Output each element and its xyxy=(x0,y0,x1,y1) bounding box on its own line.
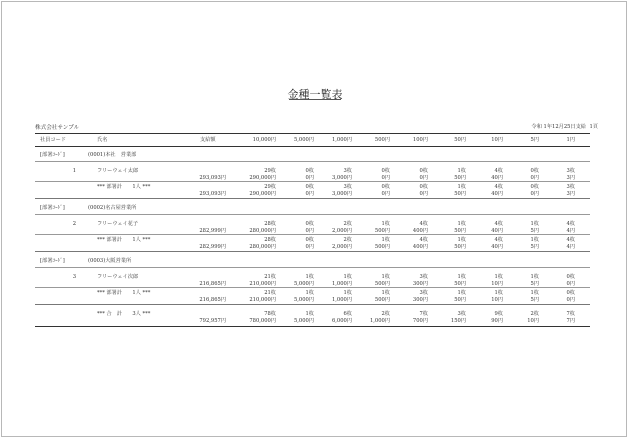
header-1: 1円 xyxy=(566,137,575,143)
employee-count: 1枚 xyxy=(343,274,352,280)
employee-count: 2枚 xyxy=(343,221,352,227)
employee-name: フリーウェイ花子 xyxy=(97,221,139,227)
employee-count: 0枚 xyxy=(530,168,539,174)
subtotal-amount: 216,865円 xyxy=(199,297,226,303)
subtotal-count: 21枚 xyxy=(264,290,276,296)
subtotal-sum: 50円 xyxy=(454,244,466,250)
title-underline xyxy=(289,99,341,100)
employee-count: 4枚 xyxy=(494,168,503,174)
report-title: 金種一覧表 xyxy=(287,88,343,101)
subtotal-sum: 500円 xyxy=(374,297,390,303)
header-10000: 10,000円 xyxy=(252,137,276,143)
subtotal-count: 1枚 xyxy=(530,290,539,296)
employee-count: 1枚 xyxy=(381,221,390,227)
employee-count: 4枚 xyxy=(494,221,503,227)
header-50: 50円 xyxy=(454,137,466,143)
grand-total-sum: 150円 xyxy=(450,318,466,324)
subtotal-sum: 300円 xyxy=(412,297,428,303)
subtotal-count: 4枚 xyxy=(566,237,575,243)
subtotal-sum: 500円 xyxy=(374,244,390,250)
subtotal-rule xyxy=(35,198,590,199)
payment-date: 令和 1年12月25日支給 xyxy=(531,124,586,130)
employee-count: 4枚 xyxy=(566,221,575,227)
employee-rule xyxy=(35,234,590,235)
employee-amount: 282,999円 xyxy=(199,228,226,234)
employee-count: 3枚 xyxy=(566,168,575,174)
employee-sum: 0円 xyxy=(566,281,575,287)
subtotal-sum: 5,000円 xyxy=(293,297,314,303)
dept-label: [部署ｺｰﾄﾞ] xyxy=(40,152,65,158)
subtotal-sum: 50円 xyxy=(454,297,466,303)
grand-total-sum: 700円 xyxy=(412,318,428,324)
subtotal-count: 1枚 xyxy=(305,290,314,296)
subtotal-count: 3枚 xyxy=(419,290,428,296)
subtotal-rule xyxy=(35,251,590,252)
grand-total-count: 7枚 xyxy=(419,311,428,317)
grand-total-sum: 780,000円 xyxy=(249,318,276,324)
employee-count: 0枚 xyxy=(305,168,314,174)
employee-sum: 5,000円 xyxy=(293,281,314,287)
subtotal-sum: 0円 xyxy=(305,191,314,197)
employee-rule xyxy=(35,181,590,182)
header-500: 500円 xyxy=(374,137,390,143)
employee-count: 3枚 xyxy=(343,168,352,174)
header-name: 氏名 xyxy=(97,137,108,143)
dept-label: [部署ｺｰﾄﾞ] xyxy=(40,205,65,211)
employee-sum: 40円 xyxy=(491,228,503,234)
employee-sum: 5円 xyxy=(530,228,539,234)
page-number: 1頁 xyxy=(589,124,598,130)
subtotal-count: 29枚 xyxy=(264,184,276,190)
employee-sum: 3,000円 xyxy=(331,175,352,181)
subtotal-sum: 10円 xyxy=(491,297,503,303)
subtotal-sum: 290,000円 xyxy=(249,191,276,197)
dept-subtotal-label: *** 部署計 1人 *** xyxy=(97,290,151,296)
dept-name: (0002)名古屋営業所 xyxy=(88,205,137,211)
employee-sum: 210,000円 xyxy=(249,281,276,287)
subtotal-sum: 5円 xyxy=(530,244,539,250)
employee-amount: 293,093円 xyxy=(199,175,226,181)
employee-sum: 3円 xyxy=(566,175,575,181)
dept-rule xyxy=(35,214,590,215)
subtotal-sum: 50円 xyxy=(454,191,466,197)
employee-count: 1枚 xyxy=(457,221,466,227)
subtotal-count: 0枚 xyxy=(305,184,314,190)
subtotal-sum: 2,000円 xyxy=(331,244,352,250)
employee-sum: 50円 xyxy=(454,228,466,234)
company-name: 株式会社サンプル xyxy=(35,125,80,131)
grand-total-count: 9枚 xyxy=(494,311,503,317)
subtotal-count: 3枚 xyxy=(566,184,575,190)
header-5000: 5,000円 xyxy=(293,137,314,143)
subtotal-count: 1枚 xyxy=(381,290,390,296)
grand-total-count: 2枚 xyxy=(530,311,539,317)
employee-count: 28枚 xyxy=(264,221,276,227)
employee-count: 3枚 xyxy=(419,274,428,280)
grand-total-count: 2枚 xyxy=(381,311,390,317)
employee-count: 0枚 xyxy=(419,168,428,174)
header-5: 5円 xyxy=(530,137,539,143)
subtotal-sum: 0円 xyxy=(381,191,390,197)
header-employee-code: 社員コード xyxy=(40,137,66,143)
employee-sum: 0円 xyxy=(381,175,390,181)
employee-count: 1枚 xyxy=(530,274,539,280)
employee-sum: 2,000円 xyxy=(331,228,352,234)
header-top-rule xyxy=(35,133,590,134)
subtotal-count: 0枚 xyxy=(530,184,539,190)
subtotal-count: 1枚 xyxy=(494,290,503,296)
dept-rule xyxy=(35,161,590,162)
dept-name: (0001)本社 営業部 xyxy=(88,152,137,158)
employee-count: 0枚 xyxy=(305,221,314,227)
employee-sum: 300円 xyxy=(412,281,428,287)
grand-total-count: 3枚 xyxy=(457,311,466,317)
dept-subtotal-label: *** 部署計 1人 *** xyxy=(97,184,151,190)
grand-total-sum: 5,000円 xyxy=(293,318,314,324)
subtotal-count: 0枚 xyxy=(419,184,428,190)
grand-total-sum: 7円 xyxy=(566,318,575,324)
employee-count: 0枚 xyxy=(566,274,575,280)
employee-sum: 0円 xyxy=(530,175,539,181)
dept-rule xyxy=(35,267,590,268)
subtotal-count: 2枚 xyxy=(343,237,352,243)
grand-total-sum: 10円 xyxy=(527,318,539,324)
employee-sum: 0円 xyxy=(305,175,314,181)
employee-count: 1枚 xyxy=(305,274,314,280)
subtotal-sum: 0円 xyxy=(530,191,539,197)
subtotal-count: 1枚 xyxy=(457,184,466,190)
employee-name: フリーウェイ太郎 xyxy=(97,168,139,174)
employee-sum: 1,000円 xyxy=(331,281,352,287)
subtotal-count: 1枚 xyxy=(343,290,352,296)
employee-sum: 50円 xyxy=(454,175,466,181)
subtotal-count: 0枚 xyxy=(305,237,314,243)
employee-sum: 500円 xyxy=(374,228,390,234)
employee-count: 1枚 xyxy=(457,168,466,174)
employee-count: 29枚 xyxy=(264,168,276,174)
header-1000: 1,000円 xyxy=(331,137,352,143)
dept-name: (0003)大阪営業所 xyxy=(88,258,132,264)
grand-total-count: 6枚 xyxy=(343,311,352,317)
employee-sum: 5円 xyxy=(530,281,539,287)
subtotal-sum: 280,000円 xyxy=(249,244,276,250)
subtotal-count: 4枚 xyxy=(494,184,503,190)
employee-code: 1 xyxy=(72,168,76,174)
employee-sum: 50円 xyxy=(454,281,466,287)
employee-sum: 280,000円 xyxy=(249,228,276,234)
subtotal-amount: 293,093円 xyxy=(199,191,226,197)
employee-sum: 500円 xyxy=(374,281,390,287)
page-border xyxy=(1,1,627,437)
employee-sum: 4円 xyxy=(566,228,575,234)
subtotal-sum: 3円 xyxy=(566,191,575,197)
dept-subtotal-label: *** 部署計 1人 *** xyxy=(97,237,151,243)
grand-total-sum: 1,000円 xyxy=(369,318,390,324)
subtotal-sum: 210,000円 xyxy=(249,297,276,303)
employee-sum: 290,000円 xyxy=(249,175,276,181)
grand-total-sum: 6,000円 xyxy=(331,318,352,324)
employee-sum: 400円 xyxy=(412,228,428,234)
subtotal-count: 4枚 xyxy=(494,237,503,243)
subtotal-sum: 400円 xyxy=(412,244,428,250)
employee-sum: 10円 xyxy=(491,281,503,287)
employee-code: 3 xyxy=(72,274,76,280)
grand-total-sum: 90円 xyxy=(491,318,503,324)
grand-total-rule xyxy=(35,326,590,327)
employee-count: 1枚 xyxy=(381,274,390,280)
employee-amount: 216,865円 xyxy=(199,281,226,287)
employee-rule xyxy=(35,287,590,288)
employee-count: 1枚 xyxy=(530,221,539,227)
employee-sum: 40円 xyxy=(491,175,503,181)
subtotal-sum: 40円 xyxy=(491,191,503,197)
employee-name: フリーウェイ次郎 xyxy=(97,274,139,280)
subtotal-count: 0枚 xyxy=(381,184,390,190)
header-100: 100円 xyxy=(412,137,428,143)
grand-total-count: 78枚 xyxy=(264,311,276,317)
subtotal-sum: 0円 xyxy=(419,191,428,197)
subtotal-count: 1枚 xyxy=(457,290,466,296)
header-10: 10円 xyxy=(491,137,503,143)
grand-total-label: *** 合 計 3人 *** xyxy=(97,311,151,317)
subtotal-count: 1枚 xyxy=(530,237,539,243)
subtotal-sum: 40円 xyxy=(491,244,503,250)
subtotal-count: 0枚 xyxy=(566,290,575,296)
subtotal-count: 4枚 xyxy=(419,237,428,243)
grand-total-count: 7枚 xyxy=(566,311,575,317)
subtotal-amount: 282,999円 xyxy=(199,244,226,250)
subtotal-count: 1枚 xyxy=(381,237,390,243)
subtotal-sum: 0円 xyxy=(305,244,314,250)
subtotal-rule xyxy=(35,304,590,305)
subtotal-sum: 0円 xyxy=(566,297,575,303)
employee-sum: 0円 xyxy=(419,175,428,181)
employee-count: 21枚 xyxy=(264,274,276,280)
employee-code: 2 xyxy=(72,221,76,227)
subtotal-count: 1枚 xyxy=(457,237,466,243)
subtotal-sum: 3,000円 xyxy=(331,191,352,197)
employee-count: 4枚 xyxy=(419,221,428,227)
employee-count: 1枚 xyxy=(494,274,503,280)
subtotal-sum: 1,000円 xyxy=(331,297,352,303)
subtotal-count: 3枚 xyxy=(343,184,352,190)
header-amount: 支給額 xyxy=(200,137,216,143)
employee-count: 0枚 xyxy=(381,168,390,174)
grand-total-amount: 792,957円 xyxy=(199,318,226,324)
employee-count: 1枚 xyxy=(457,274,466,280)
subtotal-sum: 4円 xyxy=(566,244,575,250)
employee-sum: 0円 xyxy=(305,228,314,234)
subtotal-sum: 5円 xyxy=(530,297,539,303)
subtotal-count: 28枚 xyxy=(264,237,276,243)
header-bottom-rule xyxy=(35,146,590,147)
grand-total-count: 1枚 xyxy=(305,311,314,317)
dept-label: [部署ｺｰﾄﾞ] xyxy=(40,258,65,264)
